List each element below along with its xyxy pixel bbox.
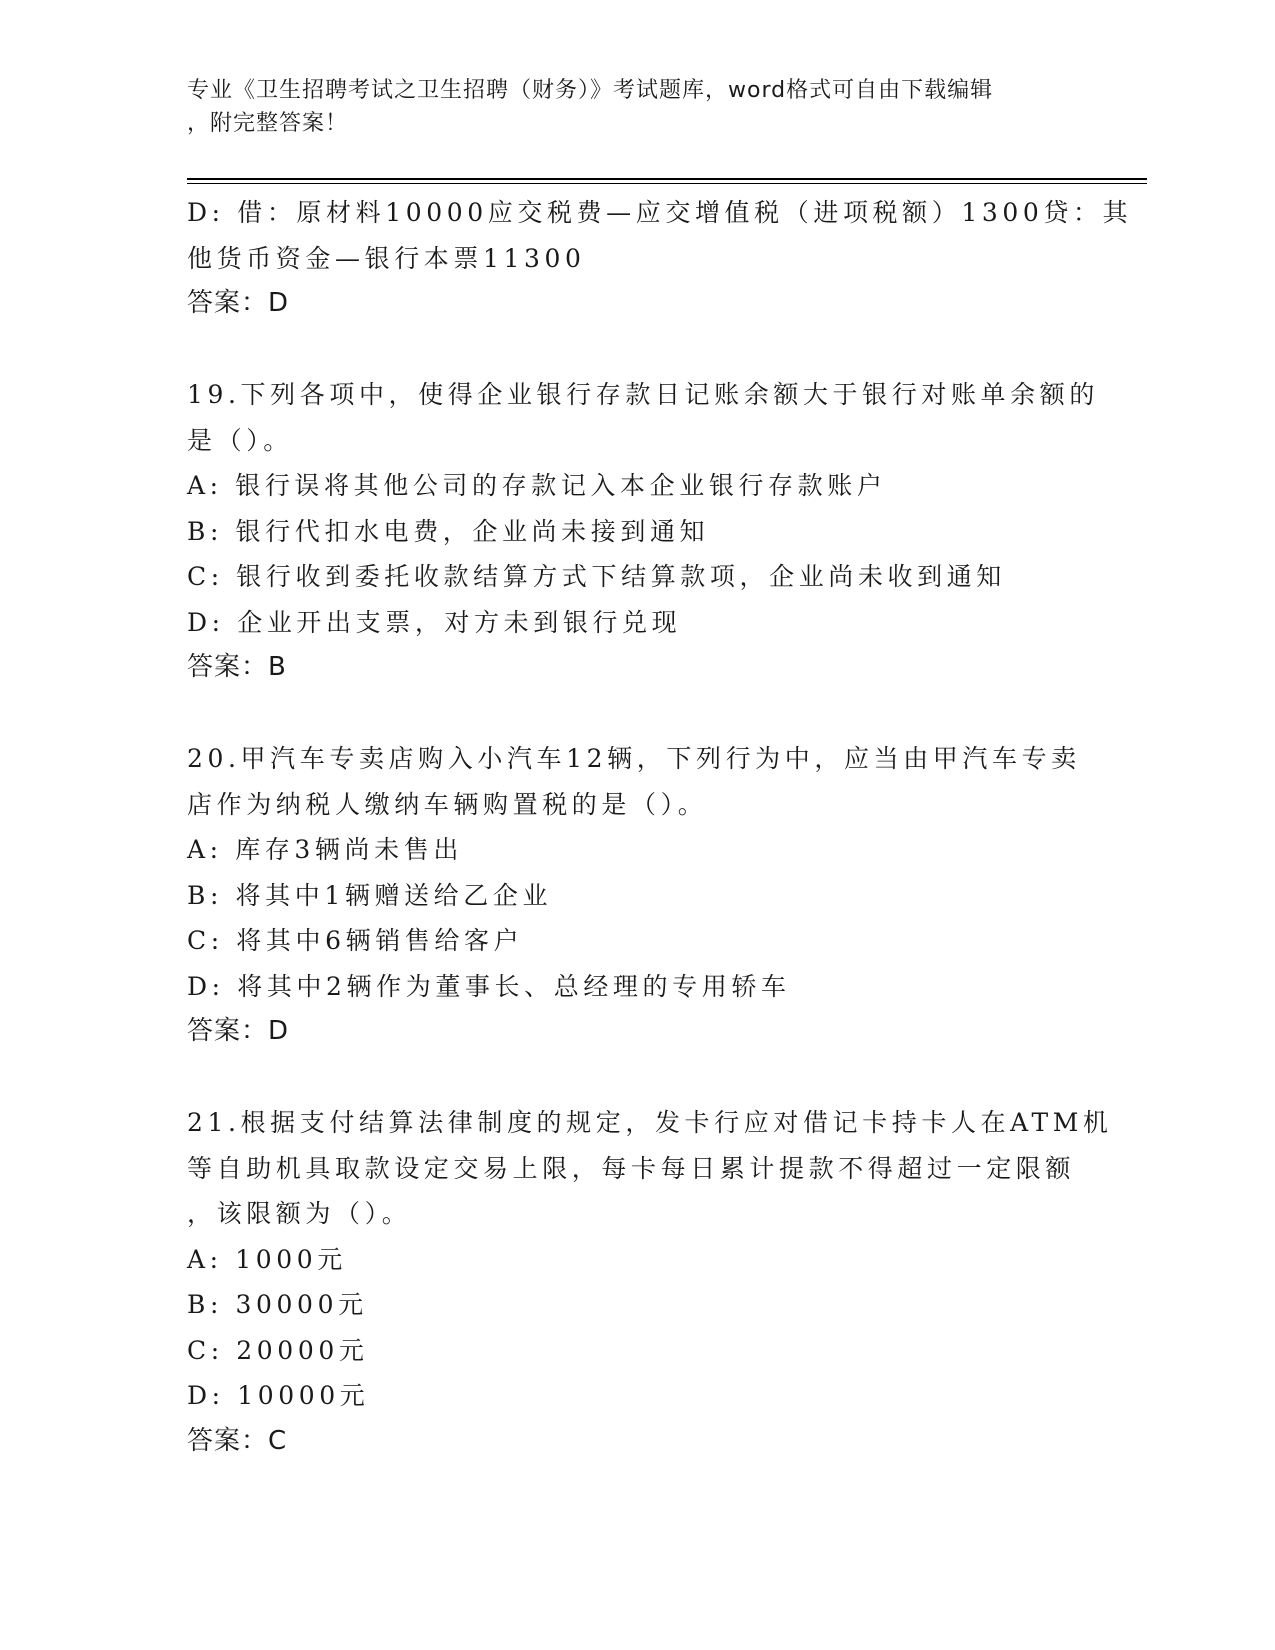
question-20 (187, 736, 1087, 1055)
question-text: 等自助机具取款设定交易上限，每卡每日累计提款不得超过一定限额 (187, 1153, 1076, 1183)
option-a: A: 1000元 (187, 1244, 347, 1274)
spacer (187, 691, 1087, 737)
question-text: ，该限额为（）。 (187, 1199, 412, 1228)
option-a: A: 库存3辆尚未售出 (187, 835, 463, 864)
document-header (187, 74, 1067, 140)
option-b: B: 30000元 (187, 1290, 368, 1319)
header-line-1: 专业《卫生招聘考试之卫生招聘（财务）》考试题库，word格式可自由下载编辑 (187, 78, 994, 103)
question-21 (187, 1100, 1113, 1464)
option-d: D: 将其中2辆作为董事长、总经理的专用轿车 (187, 971, 791, 1001)
option-d: D: 10000元 (187, 1381, 370, 1410)
answer-line: 答案：B (187, 652, 287, 682)
header-line-2: ，附完整答案！ (187, 111, 349, 136)
option-c: C: 20000元 (187, 1335, 369, 1365)
option-text: D: 借：原材料10000应交税费—应交增值税（进项税额）1300贷：其 (187, 198, 1133, 227)
spacer (187, 1055, 1087, 1101)
spacer (187, 327, 1087, 373)
option-c: C: 将其中6辆销售给客户 (187, 926, 524, 955)
option-d: D: 企业开出支票，对方未到银行兑现 (187, 607, 682, 637)
question-19 (187, 372, 1099, 691)
header-divider-thick (187, 178, 1147, 180)
question-text: 店作为纳税人缴纳车辆购置税的是（）。 (187, 789, 708, 819)
question-text: 是（）。 (187, 425, 293, 455)
answer-line: 答案：C (187, 1425, 288, 1456)
top-fragment (187, 190, 1133, 327)
header-divider-thin (187, 183, 1147, 184)
option-b: B: 将其中1辆赠送给乙企业 (187, 880, 553, 910)
question-text: 21.根据支付结算法律制度的规定，发卡行应对借记卡持卡人在ATM机 (187, 1108, 1113, 1137)
option-text: 他货币资金—银行本票11300 (187, 243, 586, 273)
document-body (187, 190, 1133, 1464)
option-c: C: 银行收到委托收款结算方式下结算款项，企业尚未收到通知 (187, 562, 1006, 591)
answer-line: 答案：D (187, 288, 290, 318)
question-text: 19.下列各项中，使得企业银行存款日记账余额大于银行对账单余额的 (187, 380, 1099, 409)
question-text: 20.甲汽车专卖店购入小汽车12辆，下列行为中，应当由甲汽车专卖 (187, 744, 1081, 773)
answer-line: 答案：D (187, 1016, 290, 1046)
option-a: A: 银行误将其他公司的存款记入本企业银行存款账户 (187, 471, 887, 500)
option-b: B: 银行代扣水电费，企业尚未接到通知 (187, 516, 710, 546)
